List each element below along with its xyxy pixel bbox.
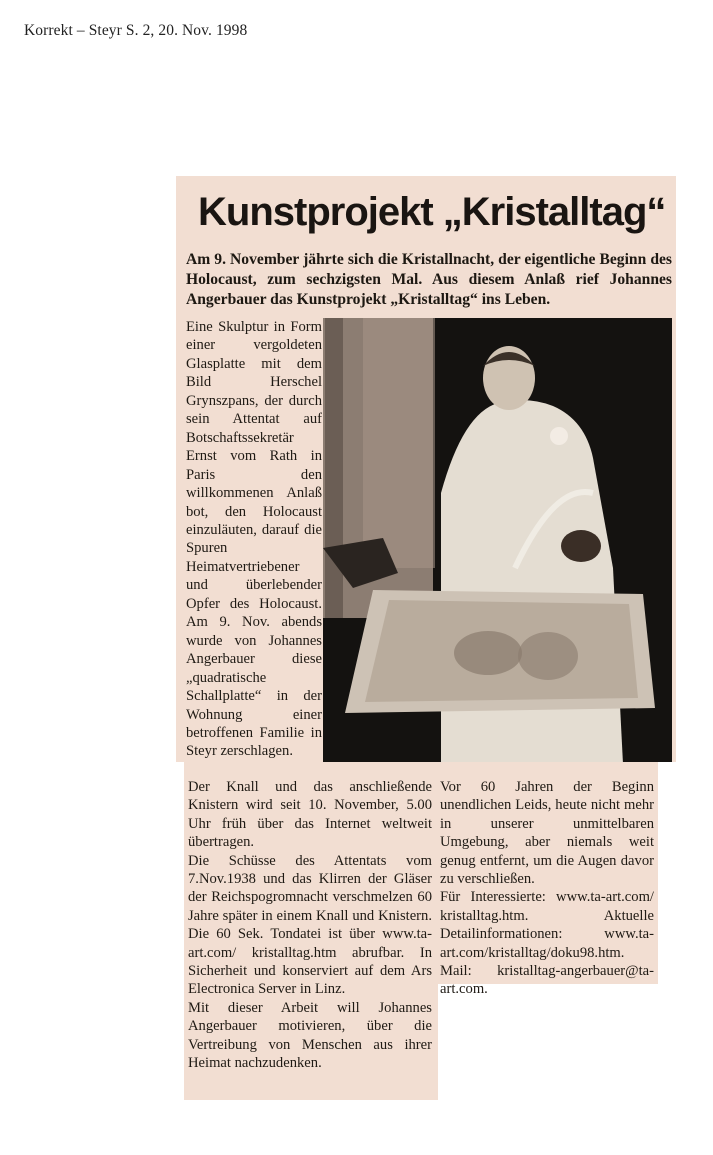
left-column (188, 778, 432, 1073)
right-paragraph: Vor 60 Jahren der Beginn unendlichen Leids, heute nicht mehr in unserer unmittelbaren Umgebung, aber niemals weit genug entfernt, um die Augen davor zu verschließen. (440, 779, 654, 888)
narrow-column-text: Eine Skulptur in Form einer vergoldeten Glasplatte mit dem Bild Herschel Grynszpans, der durch sein Attentat auf Botschaftssekretär Ernst vom Rath in Paris den willkommenen Anlaß bot, den Holocaust einzuläuten, darauf die Spuren Heimatvertriebener und überlebender Opfer des Holocaust. Am 9. Nov. abends wurde von Johannes Angerbauer diese „quadratische Schallplatte“ in der Wohnung einer betroffenen Familie in Steyr zerschlagen. (186, 319, 322, 760)
headline: Kunstprojekt „Kristalltag“ (198, 190, 666, 234)
right-paragraph: Für Interessierte: www.ta-art.com/ kristalltag.htm. Aktuelle Detailinformationen: www.ta-art.com/kristalltag/doku98.htm. Mail: kristalltag-angerbauer@ta-art.com. (440, 889, 654, 998)
photo-doorframe (325, 318, 343, 618)
photo-door (363, 318, 435, 568)
photo-plate-image-left (454, 631, 522, 675)
photo-badge (550, 427, 568, 445)
source-line: Korrekt – Steyr S. 2, 20. Nov. 1998 (24, 22, 248, 39)
left-paragraph: Die Schüsse des Attentats vom 7.Nov.1938 und das Klirren der Gläser der Reichspogromnacht verschmelzen 60 Jahre später in einem Knall und Knistern. Die 60 Sek. Tondatei ist über www.ta-art.com/ kristalltag.htm abrufbar. In Sicherheit und konserviert auf dem Ars Electronica Server in Linz. (188, 852, 432, 998)
artist-photo (323, 318, 672, 762)
lead-paragraph: Am 9. November jährte sich die Kristallnacht, der eigentliche Beginn des Holocaust, zum sechzigsten Mal. Aus diesem Anlaß rief Johannes Angerbauer das Kunstprojekt „Kristalltag“ ins Leben. (186, 251, 672, 308)
left-paragraph: Der Knall und das anschließende Knistern wird seit 10. November, 5.00 Uhr früh über das Internet weltweit übertragen. (188, 779, 432, 851)
right-column (440, 778, 654, 999)
photo-tool-head (561, 530, 601, 562)
photo-plate-image-right (518, 632, 578, 680)
left-paragraph: Mit dieser Arbeit will Johannes Angerbauer motivieren, über die Vertreibung von Menschen aus ihrer Heimat nachzudenken. (188, 999, 432, 1072)
